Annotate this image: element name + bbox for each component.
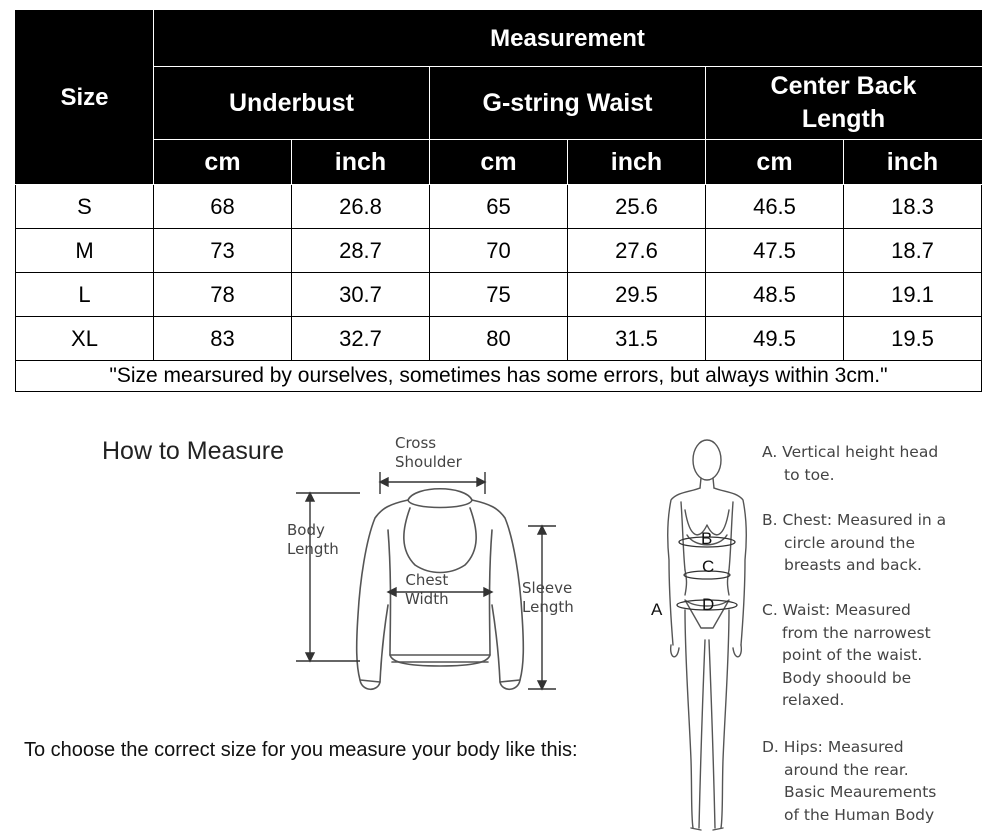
value-cell: 26.8 [292,185,430,229]
value-cell: 47.5 [706,229,844,273]
size-chart-table [15,10,982,392]
table-row [16,229,982,273]
value-cell: 18.3 [844,185,982,229]
sleeve-length-line2: Length [522,598,574,616]
value-cell: 49.5 [706,317,844,361]
chest-width-line2: Width [405,590,449,608]
value-cell: 75 [430,273,568,317]
unit-header: inch [568,140,706,185]
value-cell: 80 [430,317,568,361]
size-column-header: Size [16,11,154,185]
gstring-waist-header: G-string Waist [430,67,706,140]
size-cell: XL [16,317,154,361]
legend-b-line1: B. Chest: Measured in a [762,511,947,529]
size-cell: S [16,185,154,229]
legend-c-line3: point of the waist. [782,646,923,664]
sleeve-length-line1: Sleeve [522,579,573,597]
value-cell: 78 [154,273,292,317]
legend-d-line4: of the Human Body [784,805,935,824]
instruction-text: To choose the correct size for you measure your body like this: [24,739,578,761]
body-figure-illustration [655,430,755,835]
value-cell: 18.7 [844,229,982,273]
legend-d-line3: Basic Meaurements [784,783,937,801]
center-back-length-header [706,67,982,140]
unit-header: cm [430,140,568,185]
unit-header: inch [292,140,430,185]
legend-a-line1: A. Vertical height head [762,443,939,461]
cross-shoulder-label [395,434,462,472]
cbl-line-1: Center Back [770,72,917,100]
figure-label-d: D [702,595,715,614]
legend-item-d [762,736,936,826]
legend-c-line1: C. Waist: Measured [762,601,911,619]
value-cell: 19.5 [844,317,982,361]
value-cell: 70 [430,229,568,273]
legend-c-line5: relaxed. [782,691,845,709]
size-cell: M [16,229,154,273]
value-cell: 65 [430,185,568,229]
legend-d-line2: around the rear. [784,760,909,779]
chest-width-label [405,571,449,609]
sleeve-length-label [522,579,574,617]
body-length-line1: Body [287,521,325,539]
table-row [16,317,982,361]
table-row [16,273,982,317]
legend-c-line4: Body shoould be [782,668,912,687]
legend-c-line2: from the narrowest [782,623,931,642]
how-to-measure-title: How to Measure [102,437,285,465]
body-length-label [287,521,339,559]
cbl-line-2: Length [801,105,886,133]
value-cell: 73 [154,229,292,273]
value-cell: 68 [154,185,292,229]
value-cell: 19.1 [844,273,982,317]
value-cell: 46.5 [706,185,844,229]
value-cell: 48.5 [706,273,844,317]
measurement-note: "Size mearsured by ourselves, sometimes has some errors, but always within 3cm." [16,361,982,392]
legend-b-line2: circle around the [784,533,916,552]
legend-b-line3: breasts and back. [784,556,922,574]
legend-d-line1: D. Hips: Measured [762,738,904,756]
unit-header: inch [844,140,982,185]
chest-width-line1: Chest [405,571,449,589]
table-row [16,185,982,229]
legend-item-c [762,599,931,712]
cross-shoulder-line2: Shoulder [395,453,462,471]
value-cell: 32.7 [292,317,430,361]
value-cell: 29.5 [568,273,706,317]
value-cell: 27.6 [568,229,706,273]
legend-item-a [762,441,938,486]
legend-item-b [762,509,946,577]
body-length-line2: Length [287,540,339,558]
value-cell: 28.7 [292,229,430,273]
measurement-header: Measurement [154,11,982,67]
value-cell: 25.6 [568,185,706,229]
figure-label-c: C [702,557,715,576]
value-cell: 83 [154,317,292,361]
unit-header: cm [154,140,292,185]
figure-label-b: B [701,529,713,548]
value-cell: 30.7 [292,273,430,317]
unit-header: cm [706,140,844,185]
legend-a-line2: to toe. [784,465,835,484]
sweater-illustration [280,430,600,710]
underbust-header: Underbust [154,67,430,140]
cross-shoulder-line1: Cross [395,434,437,452]
value-cell: 31.5 [568,317,706,361]
size-cell: L [16,273,154,317]
figure-label-a: A [651,600,663,619]
